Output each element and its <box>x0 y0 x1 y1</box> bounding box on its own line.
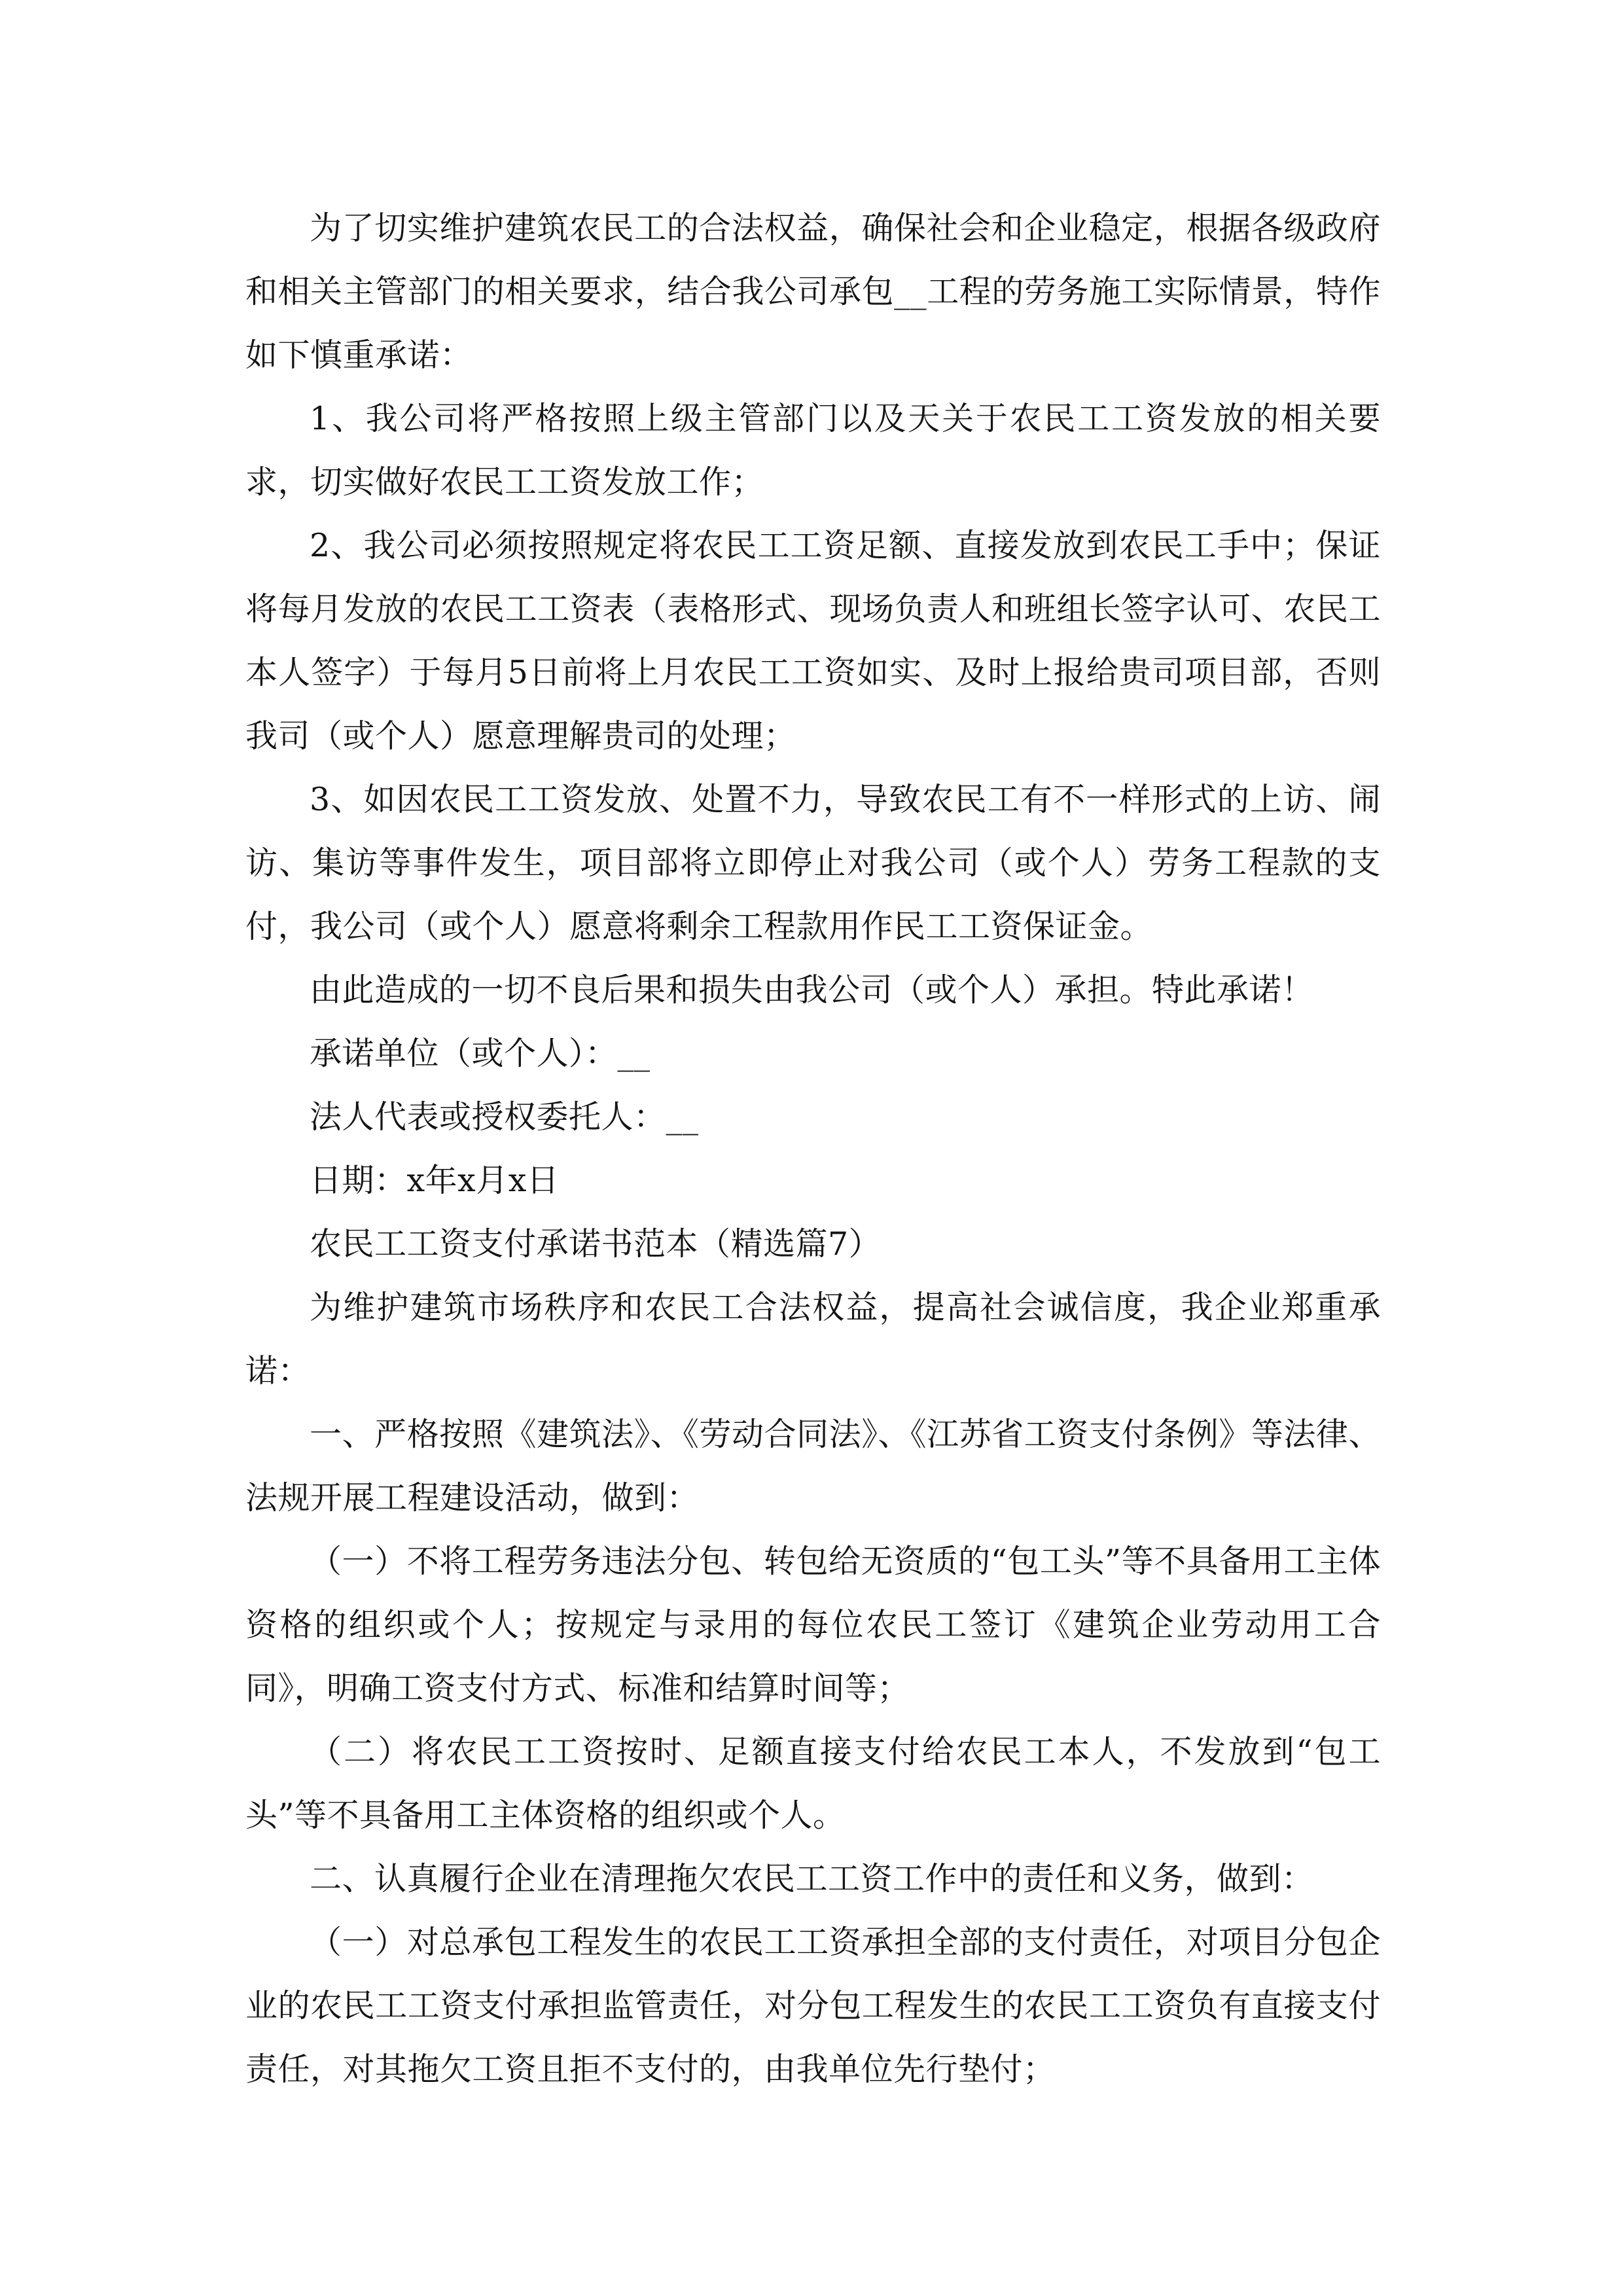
paragraph-consequence: 由此造成的一切不良后果和损失由我公司（或个人）承担。特此承诺！ <box>310 971 1314 1009</box>
paragraph-section-one-item-2: （二）将农民工工资按时、足额直接支付给农民工本人，不发放到“包工头”等不具备用工主体资格的组织或个人。 <box>245 1733 1381 1834</box>
signature-unit-line: 承诺单位（或个人）：__ <box>310 1035 651 1072</box>
signature-representative-line: 法人代表或授权委托人：__ <box>310 1098 699 1136</box>
document-body <box>245 196 1381 2101</box>
paragraph-section-one-item-1: （一）不将工程劳务违法分包、转包给无资质的“包工头”等不具备用工主体资格的组织或个人；按规定与录用的每位农民工签订《建筑企业劳动用工合同》，明确工资支付方式、标准和结算时间等； <box>245 1543 1381 1707</box>
paragraph-item-3: 3、如因农民工工资发放、处置不力，导致农民工有不一样形式的上访、闹访、集访等事件发生，项目部将立即停止对我公司（或个人）劳务工程款的支付，我公司（或个人）愿意将剩余工程款用作民工工资保证金。 <box>245 781 1381 945</box>
paragraph-intro: 为了切实维护建筑农民工的合法权益，确保社会和企业稳定，根据各级政府和相关主管部门的相关要求，结合我公司承包__工程的劳务施工实际情景，特作如下慎重承诺： <box>245 209 1381 374</box>
paragraph-section-one: 一、严格按照《建筑法》、《劳动合同法》、《江苏省工资支付条例》等法律、法规开展工程建设活动，做到： <box>245 1416 1381 1516</box>
paragraph-section-two: 二、认真履行企业在清理拖欠农民工工资工作中的责任和义务，做到： <box>310 1860 1314 1897</box>
section-title: 农民工工资支付承诺书范本（精选篇7） <box>310 1225 882 1263</box>
paragraph-item-1: 1、我公司将严格按照上级主管部门以及天关于农民工工资发放的相关要求，切实做好农民工工资发放工作； <box>245 400 1381 501</box>
date-line: 日期：x年x月x日 <box>310 1162 560 1199</box>
paragraph-item-2: 2、我公司必须按照规定将农民工工资足额、直接发放到农民工手中；保证将每月发放的农民工工资表（表格形式、现场负责人和班组长签字认可、农民工本人签字）于每月5日前将上月农民工工资如实、及时上报给贵司项目部，否则我司（或个人）愿意理解贵司的处理； <box>245 527 1381 755</box>
paragraph-section-two-item-1: （一）对总承包工程发生的农民工工资承担全部的支付责任，对项目分包企业的农民工工资支付承担监管责任，对分包工程发生的农民工工资负有直接支付责任，对其拖欠工资且拒不支付的，由我单位先行垫付； <box>245 1924 1381 2088</box>
paragraph-pledge-intro: 为维护建筑市场秩序和农民工合法权益，提高社会诚信度，我企业郑重承诺： <box>245 1289 1381 1390</box>
